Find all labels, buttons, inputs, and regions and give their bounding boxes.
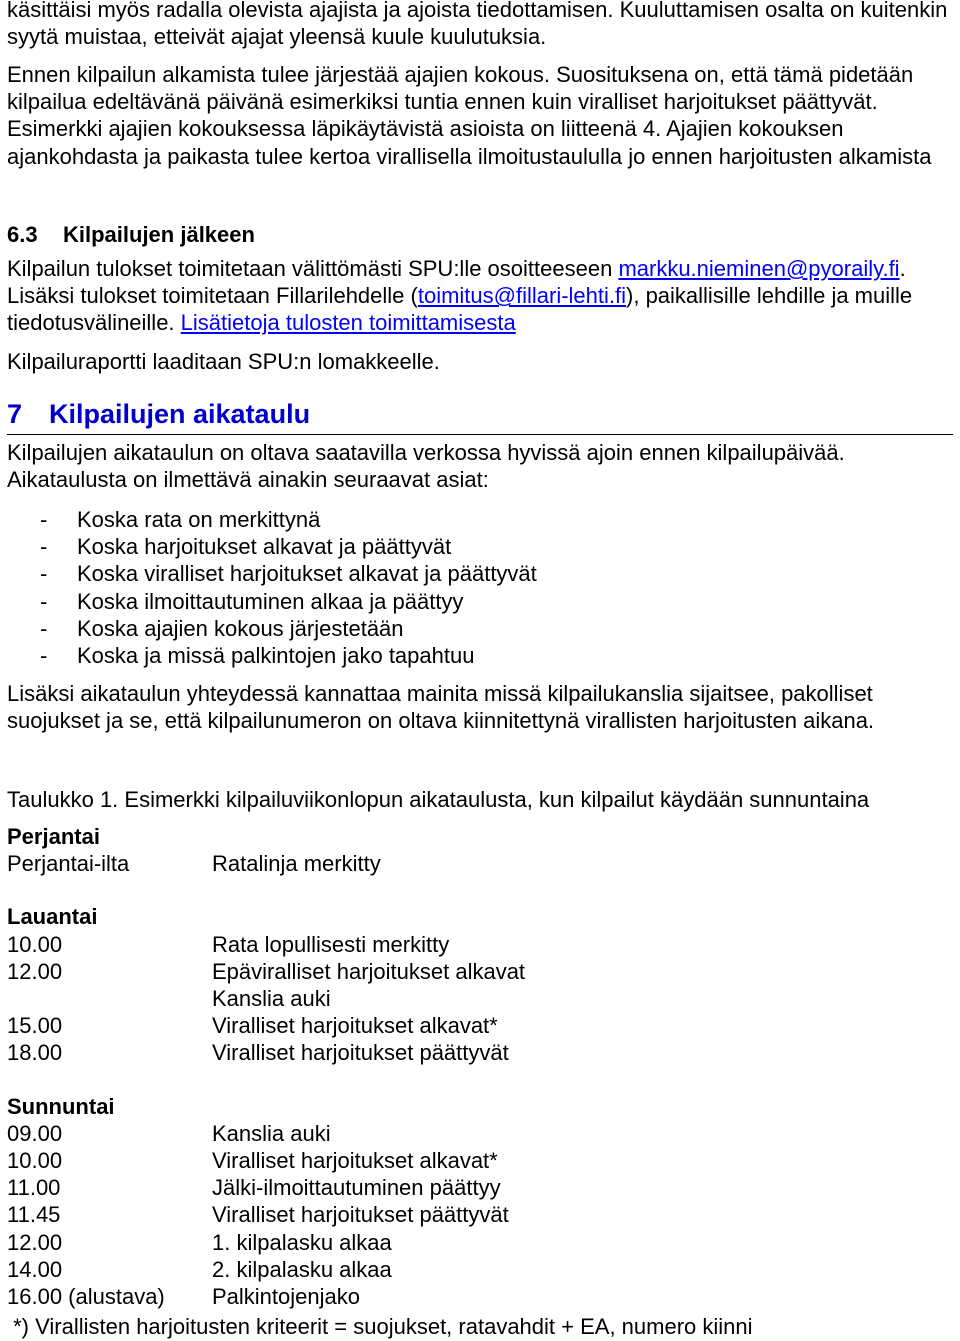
- list-item: [7, 560, 953, 587]
- section-number: 7: [7, 399, 23, 429]
- row-event: Epäviralliset harjoitukset alkavat: [212, 958, 526, 984]
- row-time: 15.00: [7, 1013, 63, 1039]
- day-heading: Lauantai: [7, 904, 98, 930]
- schedule-extra-paragraph: Lisäksi aikataulun yhteydessä kannattaa mainita missä kilpailukanslia sijaitsee, pakolliset suojukset ja se, että kilpailunumeron on oltava kiinnitettynä virallisten harjoitusten aikana.: [7, 681, 875, 734]
- table-row: [7, 1201, 953, 1228]
- row-event: Viralliset harjoitukset alkavat*: [212, 1148, 498, 1174]
- table-row: [7, 1012, 953, 1039]
- race-report-paragraph: Kilpailuraportti laaditaan SPU:n lomakkeelle.: [7, 349, 440, 374]
- day-heading: Perjantai: [7, 824, 100, 849]
- table-row: [7, 1256, 953, 1283]
- section-6-3-heading: [7, 221, 953, 248]
- section-title: Kilpailujen aikataulu: [49, 399, 311, 429]
- row-time: 16.00 (alustava): [7, 1284, 165, 1310]
- table-row: [7, 1283, 953, 1310]
- row-event: 2. kilpalasku alkaa: [212, 1256, 392, 1282]
- schedule-requirements-list: [7, 506, 953, 669]
- schedule-intro-paragraph: Kilpailujen aikataulun on oltava saatavilla verkossa hyvissä ajoin ennen kilpailupäivää. Aikataulusta on ilmettävä ainakin seuraavat asiat:: [7, 440, 845, 493]
- email-link-fillarilehti[interactable]: toimitus@fillari-lehti.fi: [417, 283, 627, 309]
- row-time: 14.00: [7, 1256, 63, 1282]
- row-time: 11.45: [7, 1202, 61, 1228]
- row-time: 18.00: [7, 1040, 63, 1066]
- table-caption: Taulukko 1. Esimerkki kilpailuviikonlopun aikataulusta, kun kilpailut käydään sunnuntaina: [7, 787, 870, 812]
- row-event: Palkintojenjako: [212, 1284, 360, 1310]
- list-dash: -: [40, 534, 48, 560]
- row-event: Kanslia auki: [212, 1120, 331, 1146]
- results-text-a: Kilpailun tulokset toimitetaan välittömästi SPU:lle osoitteeseen: [7, 256, 619, 281]
- email-link-spu[interactable]: markku.nieminen@pyoraily.fi: [618, 256, 900, 281]
- list-item-text: Koska viralliset harjoitukset alkavat ja päättyvät: [77, 561, 537, 587]
- schedule-day-2: [7, 1093, 953, 1311]
- section-title: Kilpailujen jälkeen: [63, 222, 255, 247]
- row-time: 12.00: [7, 958, 63, 984]
- row-event: Viralliset harjoitukset alkavat*: [212, 1013, 498, 1039]
- table-row: [7, 1120, 953, 1147]
- list-dash: -: [40, 588, 48, 614]
- row-time: 09.00: [7, 1120, 63, 1146]
- table-row: [7, 1174, 953, 1201]
- row-event: Viralliset harjoitukset päättyvät: [212, 1040, 509, 1066]
- list-dash: -: [40, 561, 48, 587]
- row-event: Viralliset harjoitukset päättyvät: [212, 1202, 509, 1228]
- table-row: [7, 1229, 953, 1256]
- intro-paragraph-2: Ennen kilpailun alkamista tulee järjestää ajajien kokous. Suosituksena on, että tämä pidetään kilpailua edeltävänä päivänä esimerkiksi tuntia ennen kuin viralliset harjoitukset päättyvät. Esimerkki ajajien kokouksessa läpikäytävistä asioista on liitteenä 4. Ajajien kokouksen ajankohdasta ja paikasta tulee kertoa virallisella ilmoitustaululla jo ennen harjoitusten alkamista: [7, 62, 932, 169]
- list-item: [7, 533, 953, 560]
- row-time: 12.00: [7, 1229, 63, 1255]
- day-heading: Sunnuntai: [7, 1093, 115, 1119]
- table-row: [7, 850, 953, 877]
- results-text-b: . Lisäksi tulokset toimitetaan Fillarilehdelle (: [7, 256, 906, 309]
- row-time: 10.00: [7, 1148, 63, 1174]
- list-dash: -: [40, 643, 48, 669]
- list-item-text: Koska harjoitukset alkavat ja päättyvät: [77, 534, 452, 560]
- list-dash: -: [40, 615, 48, 641]
- list-item-text: Koska ajajien kokous järjestetään: [77, 615, 404, 641]
- table-row: [7, 958, 953, 985]
- table-row: [7, 931, 953, 958]
- intro-paragraph-1: käsittäisi myös radalla olevista ajajista ja ajoista tiedottamisen. Kuuluttamisen osalta on kuitenkin syytä muistaa, etteivät ajajat yleensä kuule kuulutuksia.: [7, 0, 948, 50]
- schedule-day-1: [7, 903, 953, 1066]
- row-time: 10.00: [7, 931, 63, 957]
- table-row: [7, 985, 953, 1012]
- row-time: 11.00: [7, 1175, 61, 1201]
- list-item-text: Koska ilmoittautuminen alkaa ja päättyy: [77, 588, 464, 614]
- row-event: Rata lopullisesti merkitty: [212, 931, 450, 957]
- table-footnote: *) Virallisten harjoitusten kriteerit = suojukset, ratavahdit + EA, numero kiinni: [7, 1314, 753, 1339]
- list-item: [7, 588, 953, 615]
- row-time: Perjantai-ilta: [7, 851, 130, 877]
- results-info-link[interactable]: Lisätietoja tulosten toimittamisesta: [180, 310, 516, 336]
- table-row: [7, 1039, 953, 1066]
- section-7-heading: [7, 398, 953, 435]
- results-paragraph: [7, 255, 953, 337]
- list-item: [7, 506, 953, 533]
- schedule-table: [7, 823, 953, 1310]
- list-dash: -: [40, 507, 48, 532]
- row-event: Jälki-ilmoittautuminen päättyy: [212, 1175, 501, 1201]
- list-item-text: Koska ja missä palkintojen jako tapahtuu: [77, 643, 475, 669]
- results-text-c: ), paikallisille lehdille ja muille tiedotusvälineille.: [7, 283, 913, 336]
- section-number: 6.3: [7, 222, 38, 247]
- list-item-text: Koska rata on merkittynä: [77, 507, 321, 532]
- schedule-day-0: [7, 823, 953, 877]
- row-time: [7, 985, 212, 1012]
- row-event: 1. kilpalasku alkaa: [212, 1229, 392, 1255]
- list-item: [7, 615, 953, 642]
- list-item: [7, 642, 953, 669]
- table-row: [7, 1147, 953, 1174]
- row-event: Ratalinja merkitty: [212, 851, 381, 877]
- row-event: Kanslia auki: [212, 986, 331, 1012]
